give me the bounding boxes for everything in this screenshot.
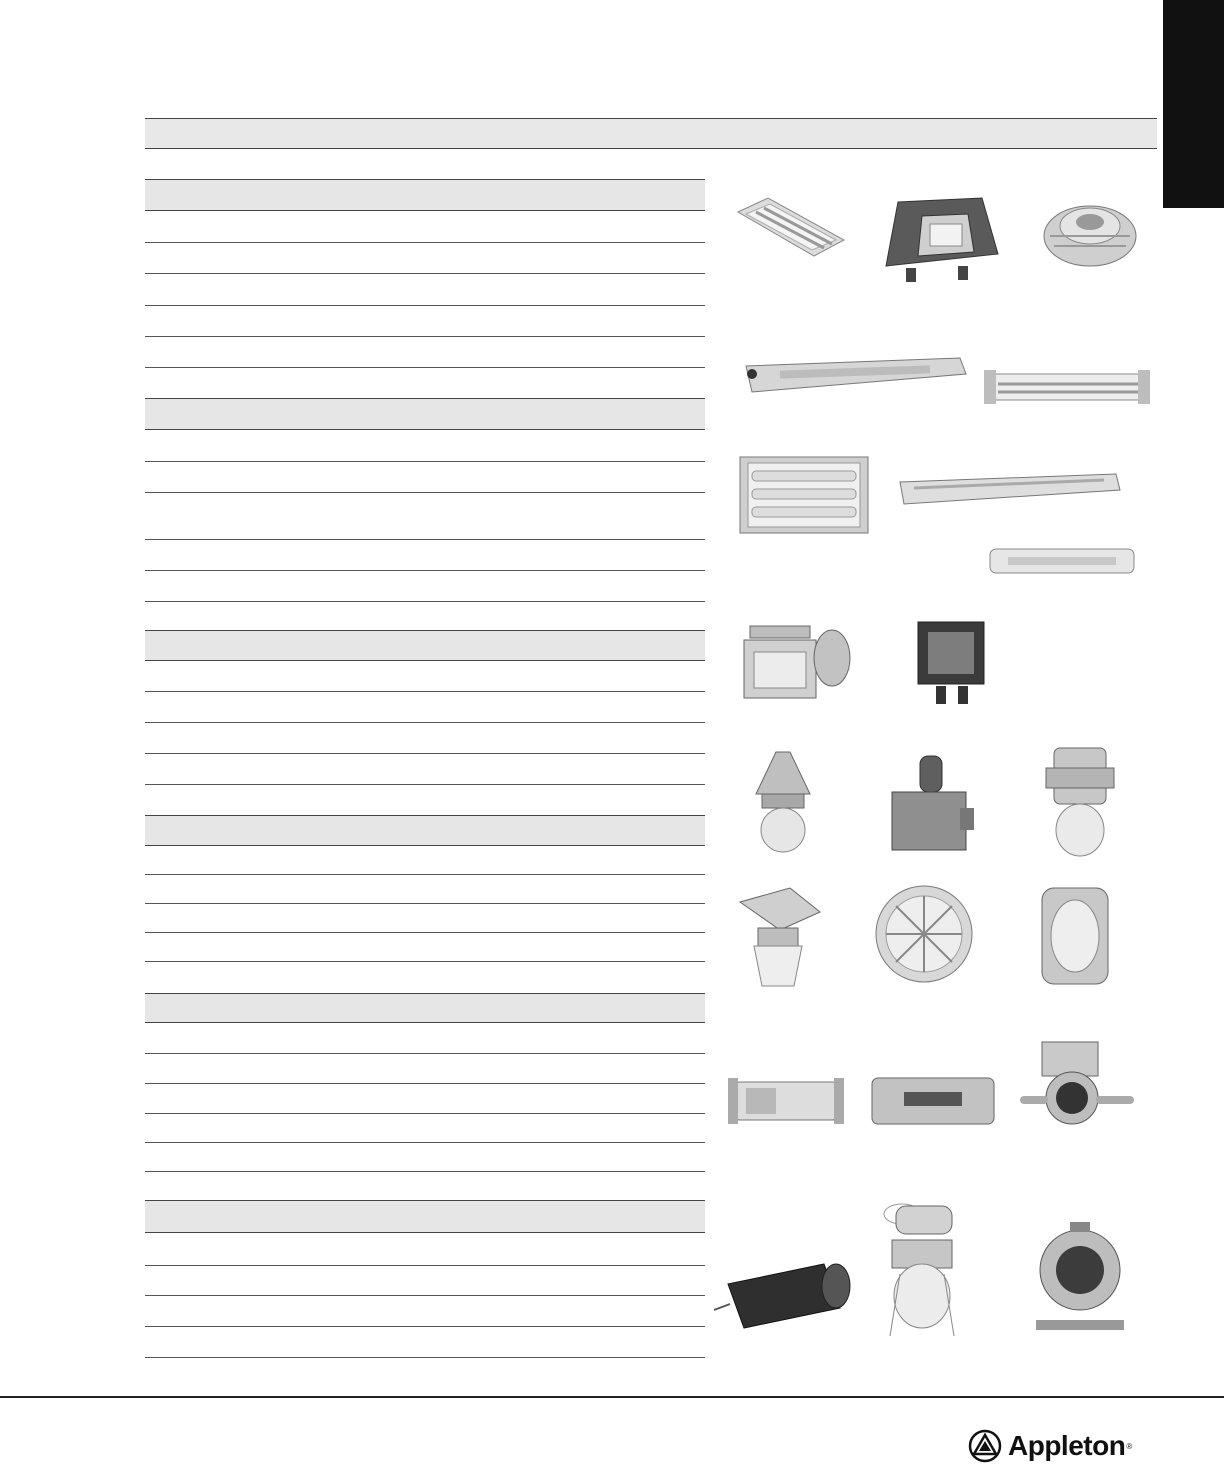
table-row <box>145 661 705 692</box>
led-floodlight-icon <box>878 194 1002 286</box>
table-section-header <box>145 815 705 846</box>
table-row <box>145 692 705 723</box>
table-row <box>145 1266 705 1296</box>
hid-floodlight-icon <box>734 618 856 708</box>
signal-spotlight-icon <box>1030 1220 1130 1340</box>
table-row <box>145 875 705 904</box>
table-row <box>145 1296 705 1327</box>
recessed-fluorescent-icon <box>738 455 870 535</box>
fluorescent-fixture-icon <box>728 192 848 262</box>
table-row <box>145 337 705 368</box>
appleton-triangle-icon <box>968 1429 1002 1463</box>
table-row <box>145 1023 705 1054</box>
table-row <box>145 723 705 754</box>
registered-mark: ® <box>1126 1441 1133 1451</box>
dark-floodlight-icon <box>912 616 992 708</box>
spotlight-box-icon <box>1014 1038 1138 1130</box>
table-section-header <box>145 993 705 1023</box>
table-row <box>145 846 705 875</box>
table-section-header <box>145 398 705 430</box>
brand-name: Appleton <box>1008 1430 1126 1461</box>
table-row <box>145 211 705 243</box>
table-row <box>145 1054 705 1084</box>
footer-rule <box>0 1396 1224 1398</box>
flashlight-icon <box>712 1258 854 1334</box>
table-row <box>145 754 705 785</box>
bulkhead-light-icon <box>1032 884 1118 988</box>
pendant-globe-icon <box>748 748 818 856</box>
emergency-light-icon <box>868 1074 998 1128</box>
table-row <box>145 904 705 933</box>
table-row <box>145 1327 705 1358</box>
table-row <box>145 493 705 540</box>
cylinder-light-icon <box>726 1074 846 1128</box>
short-fluorescent-fixture-icon <box>986 545 1138 577</box>
hand-lamp-icon <box>872 1200 968 1344</box>
page-header-band <box>145 118 1157 149</box>
led-round-highbay-icon <box>1040 196 1140 274</box>
table-row <box>145 1143 705 1172</box>
enclosed-globe-icon <box>1040 744 1120 860</box>
section-tab <box>1163 0 1224 208</box>
beacon-light-icon <box>884 752 976 856</box>
table-row <box>145 430 705 462</box>
table-row <box>145 571 705 602</box>
table-row <box>145 1114 705 1143</box>
table-row <box>145 243 705 274</box>
linear-led-fixture-icon <box>740 348 970 398</box>
table-row <box>145 306 705 337</box>
table-row <box>145 274 705 306</box>
table-section-header <box>145 1200 705 1233</box>
guarded-round-light-icon <box>872 882 976 986</box>
table-section-header <box>145 179 705 211</box>
table-row <box>145 1084 705 1114</box>
table-section-header <box>145 630 705 661</box>
ceiling-mount-light-icon <box>730 882 828 992</box>
table-row <box>145 462 705 493</box>
tube-fixture-icon <box>982 366 1152 406</box>
long-fluorescent-fixture-icon <box>894 468 1124 508</box>
brand-logo <box>968 1428 1132 1464</box>
table-row <box>145 1233 705 1266</box>
table-row <box>145 540 705 571</box>
table-row <box>145 933 705 962</box>
